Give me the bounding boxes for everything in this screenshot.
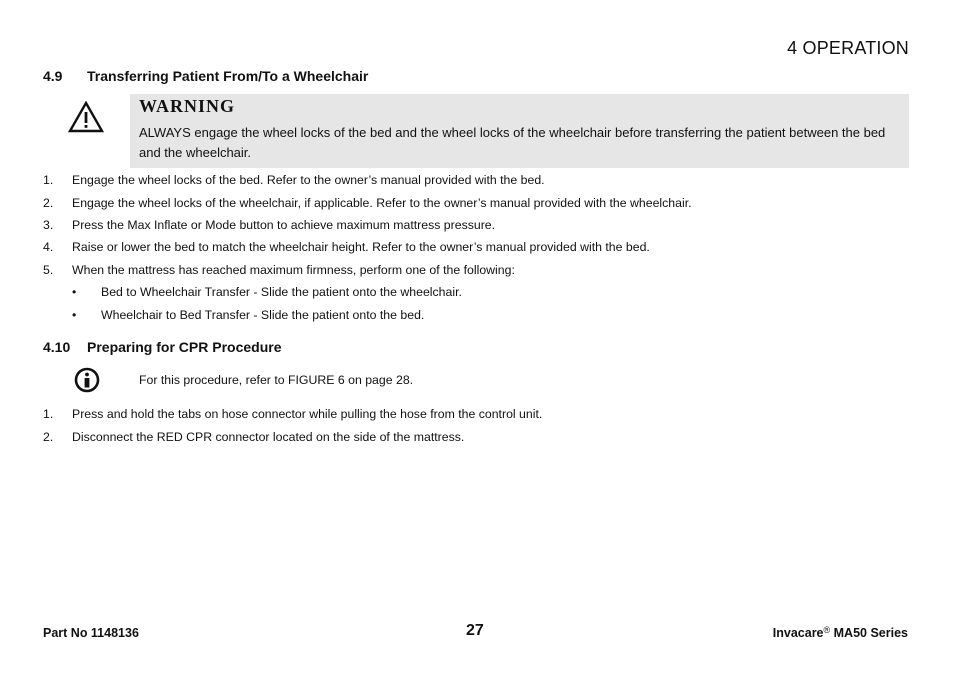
page-number: 27: [466, 622, 484, 639]
warning-text: ALWAYS engage the wheel locks of the bed and the wheel locks of the wheelchair before transferring the patient between the bed and the wheelchair.: [139, 125, 886, 160]
section-title: Preparing for CPR Procedure: [87, 339, 282, 355]
section-heading-4-10: [43, 339, 282, 355]
product-series: MA50 Series: [833, 626, 908, 640]
section-title: Transferring Patient From/To a Wheelchair: [87, 68, 369, 84]
list-item: [43, 263, 913, 277]
section-number: 4.9: [43, 68, 63, 84]
registered-mark: ®: [823, 625, 831, 635]
step-text: When the mattress has reached maximum firmness, perform one of the following:: [72, 263, 515, 277]
step-text: Disconnect the RED CPR connector located on the side of the mattress.: [72, 430, 465, 444]
bullet-text: Bed to Wheelchair Transfer - Slide the patient onto the wheelchair.: [101, 285, 462, 299]
section-number: 4.10: [43, 339, 71, 355]
section-heading-4-9: [43, 68, 368, 84]
list-item: [43, 407, 913, 421]
step-number: 3.: [43, 218, 54, 232]
chapter-header: 4 OPERATION: [787, 38, 909, 58]
part-number: Part No 1148136: [43, 626, 139, 640]
step-number: 2.: [43, 430, 54, 444]
list-item: [43, 240, 913, 254]
list-item: [43, 196, 913, 210]
step-number: 4.: [43, 240, 54, 254]
step-text: Engage the wheel locks of the bed. Refer to the owner’s manual provided with the bed.: [72, 173, 545, 187]
step-number: 1.: [43, 407, 54, 421]
warning-triangle-icon: [68, 101, 104, 133]
footer-product: [773, 626, 908, 640]
warning-box: [130, 94, 909, 168]
bullet-item: [72, 308, 424, 322]
bullet-text: Wheelchair to Bed Transfer - Slide the patient onto the bed.: [101, 308, 425, 322]
step-text: Press the Max Inflate or Mode button to achieve maximum mattress pressure.: [72, 218, 496, 232]
step-number: 5.: [43, 263, 54, 277]
note-text: For this procedure, refer to FIGURE 6 on page 28.: [139, 373, 414, 387]
step-number: 2.: [43, 196, 54, 210]
warning-title: WARNING: [139, 96, 236, 116]
brand-name: Invacare: [772, 626, 824, 640]
step-text: Raise or lower the bed to match the wheelchair height. Refer to the owner’s manual provided with the bed.: [72, 240, 650, 254]
step-text: Press and hold the tabs on hose connector while pulling the hose from the control unit.: [72, 407, 543, 421]
bullet: •: [72, 285, 77, 299]
list-item: [43, 430, 913, 444]
bullet: •: [72, 308, 77, 322]
bullet-item: [72, 285, 462, 299]
list-item: [43, 218, 913, 232]
info-icon: [74, 367, 100, 393]
step-text: Engage the wheel locks of the wheelchair, if applicable. Refer to the owner’s manual provided with the wheelchair.: [72, 196, 692, 210]
step-number: 1.: [43, 173, 54, 187]
list-item: [43, 173, 913, 187]
